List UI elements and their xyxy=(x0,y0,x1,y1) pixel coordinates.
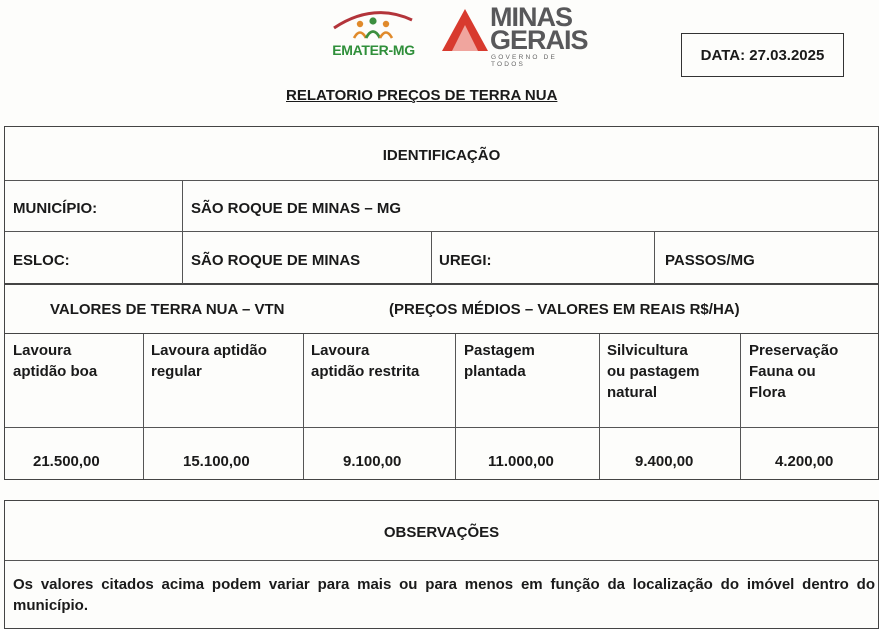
minas-logo-line2: GERAIS xyxy=(490,25,588,55)
vtn-subtitle: (PREÇOS MÉDIOS – VALORES EM REAIS R$/HA) xyxy=(389,300,740,318)
minas-logo-line1: MINAS xyxy=(490,2,572,32)
vtn-table xyxy=(4,333,879,480)
column-header-lavoura-regular: Lavoura aptidão regular xyxy=(151,342,267,380)
column-header-silvicultura: Silvicultura ou pastagem natural xyxy=(607,342,700,401)
column-header-pastagem: Pastagem plantada xyxy=(464,342,535,380)
date-box: DATA: 27.03.2025 xyxy=(681,33,844,77)
minas-logo-sub: GOVERNO DE TODOS xyxy=(491,54,558,68)
uregi-label: UREGI: xyxy=(439,251,492,269)
esloc-value: SÃO ROQUE DE MINAS xyxy=(191,251,361,269)
value-lavoura-boa: 21.500,00 xyxy=(33,453,100,470)
municipio-value: SÃO ROQUE DE MINAS – MG xyxy=(191,199,402,217)
identification-title: IDENTIFICAÇÃO xyxy=(382,146,501,164)
observations-table xyxy=(4,500,879,629)
value-preservacao: 4.200,00 xyxy=(775,453,834,470)
esloc-label: ESLOC: xyxy=(13,251,70,269)
column-header-lavoura-restrita: Lavoura aptidão restrita xyxy=(311,342,420,380)
value-silvicultura: 9.400,00 xyxy=(635,453,694,470)
emater-logo xyxy=(326,6,421,62)
vtn-title: VALORES DE TERRA NUA – VTN xyxy=(50,300,285,318)
value-pastagem: 11.000,00 xyxy=(488,453,554,470)
minas-gerais-logo xyxy=(440,2,590,68)
municipio-label: MUNICÍPIO: xyxy=(13,199,98,217)
emater-people-icon xyxy=(326,6,421,42)
observations-text: Os valores citados acima podem variar para mais ou para menos em função da localização do imóvel dentro do município. xyxy=(13,576,875,614)
value-lavoura-regular: 15.100,00 xyxy=(183,453,250,470)
emater-logo-text: EMATER-MG xyxy=(332,42,415,58)
report-title: RELATORIO PREÇOS DE TERRA NUA xyxy=(286,87,558,104)
observations-title: OBSERVAÇÕES xyxy=(383,523,500,541)
column-header-lavoura-boa: Lavoura aptidão boa xyxy=(13,342,98,380)
value-lavoura-restrita: 9.100,00 xyxy=(343,453,402,470)
column-header-preservacao: Preservação Fauna ou Flora xyxy=(749,342,839,401)
triangle-icon xyxy=(440,7,490,53)
uregi-value: PASSOS/MG xyxy=(665,251,755,269)
identification-table xyxy=(4,126,879,284)
vtn-header xyxy=(4,284,879,334)
